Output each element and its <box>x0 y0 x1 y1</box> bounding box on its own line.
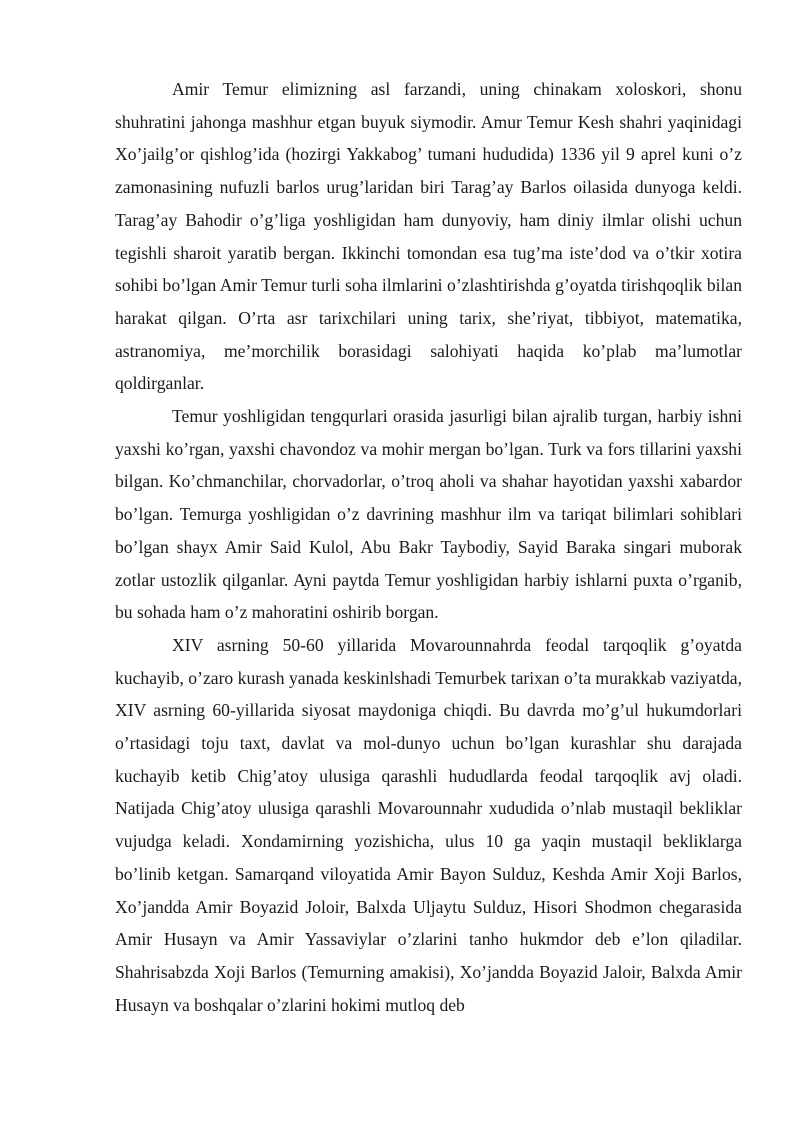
body-text <box>115 73 742 1021</box>
paragraph-3: XIV asrning 50-60 yillarida Movarounnahrda feodal tarqoqlik g’oyatda kuchayib, o’zaro kurash yanada keskinlshadi Temurbek tarixan o’ta murakkab vaziyatda, XIV asrning 60-yillarida siyosat maydoniga chiqdi. Bu davrda mo’g’ul hukumdorlari o’rtasidagi toju taxt, davlat va mol-dunyo uchun bo’lgan kurashlar shu darajada kuchayib ketib Chig’atoy ulusiga qarashli hududlarda feodal tarqoqlik avj oladi. Natijada Chig’atoy ulusiga qarashli Movarounnahr xududida o’nlab mustaqil bekliklar vujudga keladi. Xondamirning yozishicha, ulus 10 ga yaqin mustaqil bekliklarga bo’linib ketgan. Samarqand viloyatida Amir Bayon Sulduz, Keshda Amir Xoji Barlos, Xo’jandda Amir Boyazid Joloir, Balxda Uljaytu Sulduz, Hisori Shodmon chegarasida Amir Husayn va Amir Yassaviylar o’zlarini tanho hukmdor deb e’lon qiladilar. Shahrisabzda Xoji Barlos (Temurning amakisi), Xo’jandda Boyazid Jaloir, Balxda Amir Husayn va boshqalar o’zlarini hokimi mutloq deb <box>115 634 742 1015</box>
paragraph-2: Temur yoshligidan tengqurlari orasida jasurligi bilan ajralib turgan, harbiy ishni yaxshi ko’rgan, yaxshi chavondoz va mohir mergan bo’lgan. Turk va fors tillarini yaxshi bilgan. Ko’chmanchilar, chorvadorlar, o’troq aholi va shahar hayotidan yaxshi xabardor bo’lgan. Temurga yoshligidan o’z davrining mashhur ilm va tariqat bilimlari sohiblari bo’lgan shayx Amir Said Kulol, Abu Bakr Taybodiy, Sayid Baraka singari muborak zotlar ustozlik qilganlar. Ayni paytda Temur yoshligidan harbiy ishlarni puxta o’rganib, bu sohada ham o’z mahoratini oshirib borgan. <box>115 406 742 623</box>
paragraph-1: Amir Temur elimizning asl farzandi, uning chinakam xoloskori, shonu shuhratini jahonga mashhur etgan buyuk siymodir. Amur Temur Kesh shahri yaqinidagi Xo’jailg’or qishlog’ida (hozirgi Yakkabog’ tumani hududida) 1336 yil 9 aprel kuni o’z zamonasining nufuzli barlos urug’laridan biri Tarag’ay Barlos oilasida dunyoga keldi. Tarag’ay Bahodir o’g’liga yoshligidan ham dunyoviy, ham diniy ilmlar olishi uchun tegishli sharoit yaratib bergan. Ikkinchi tomondan esa tug’ma iste’dod va o’tkir xotira sohibi bo’lgan Amir Temur turli soha ilmlarini o’zlashtirishda g’oyatda tirishqoqlik bilan harakat qilgan. O’rta asr tarixchilari uning tarix, she’riyat, tibbiyot, matematika, astranomiya, me’morchilik borasidagi salohiyati haqida ko’plab ma’lumotlar qoldirganlar. <box>115 79 742 394</box>
